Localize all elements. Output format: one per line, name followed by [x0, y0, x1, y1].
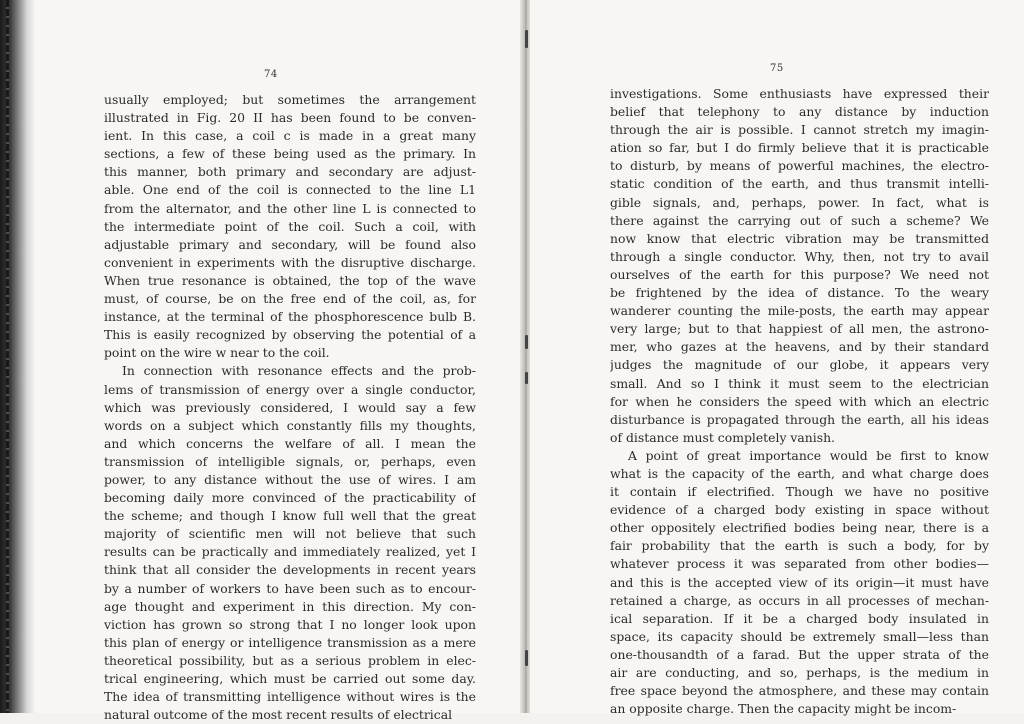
text-line: power, to any distance without the use of wires. I am [104, 471, 476, 487]
text-line: an opposite charge. Then the capacity might be incom- [610, 701, 957, 717]
text-line: disturbance is propagated through the earth, all his ideas [610, 411, 989, 427]
text-line: natural outcome of the most recent results of electrical [104, 707, 453, 723]
text-line: space, its capacity should be extremely small—less than [610, 628, 989, 644]
text-line: to disturb, by means of powerful machines, the electro- [610, 158, 989, 174]
text-line: free space beyond the atmosphere, and these may contain [610, 683, 989, 699]
text-line: The idea of transmitting intelligence without wires is the [104, 689, 476, 705]
text-line: retained a charge, as occurs in all processes of mechan- [610, 592, 989, 608]
text-line: be frightened by the idea of distance. To the weary [610, 285, 989, 301]
text-line: and this is the accepted view of its origin—it must have [610, 574, 989, 590]
text-line: of distance must completely vanish. [610, 429, 835, 445]
text-line: what is the capacity of the earth, and what charge does [610, 465, 989, 481]
right-page-text [610, 85, 989, 718]
text-line: the intermediate point of the coil. Such a coil, with [104, 218, 476, 234]
text-line: trical engineering, which must be carried out some day. [104, 671, 476, 686]
page-number-left: 74 [264, 69, 278, 80]
text-line: and which concerns the welfare of all. I mean the [104, 435, 476, 451]
text-line: wanderer counting the mile-posts, the earth may appear [610, 303, 989, 319]
text-line: sections, a few of these being used as the primary. In [104, 146, 476, 162]
text-line: gible signals, and, perhaps, power. In fact, what is [610, 194, 989, 210]
gutter-mark [525, 30, 528, 48]
page-number-right: 75 [770, 63, 784, 74]
text-line: able. One end of the coil is connected to the line L1 [104, 182, 476, 198]
text-line: point on the wire w near to the coil. [104, 345, 330, 361]
text-line: words on a subject which constantly fills my thoughts, [104, 417, 476, 433]
text-line: air are conducting, and so, perhaps, is the medium in [610, 665, 989, 680]
text-line: theoretical possibility, but as a serious problem in elec- [104, 652, 476, 668]
text-line: by a number of workers to have been such as to encour- [104, 580, 476, 596]
text-line: illustrated in Fig. 20 II has been found to be conven- [104, 110, 476, 126]
text-line: which was previously considered, I would say a few [104, 399, 476, 415]
text-line: this plan of energy or intelligence transmission as a mere [104, 634, 476, 650]
text-line: from the alternator, and the other line L is connected to [104, 200, 476, 216]
text-line: lems of transmission of energy over a single conductor, [104, 381, 476, 397]
text-line: static condition of the earth, and thus transmit intelli- [610, 176, 989, 192]
gutter-mark [525, 650, 528, 666]
text-line: investigations. Some enthusiasts have expressed their [610, 86, 989, 101]
text-line: think that all consider the developments in recent years [104, 562, 476, 578]
text-line: ical separation. If it be a charged body insulated in [610, 610, 989, 626]
text-line: one-thousandth of a farad. But the upper strata of the [610, 646, 989, 662]
text-line: belief that telephony to any distance by induction [610, 104, 989, 120]
text-line: becoming daily more convinced of the practicability of [104, 490, 476, 506]
text-line: convenient in experiments with the disruptive discharge. [104, 254, 476, 270]
text-line: the scheme; and though I know full well that the great [104, 508, 476, 524]
text-line: whatever process it was separated from other bodies— [610, 556, 989, 572]
text-line: fair probability that the earth is such a body, for by [610, 538, 989, 554]
text-line: transmission of intelligible signals, or, perhaps, even [104, 453, 476, 469]
text-line: it contain if electrified. Though we have no positive [610, 484, 989, 500]
text-line: judges the magnitude of our globe, it appears very [610, 357, 989, 373]
text-line: evidence of a charged body existing in space without [610, 502, 989, 518]
text-line: usually employed; but sometimes the arrangement [104, 92, 476, 107]
gutter-mark [525, 335, 528, 349]
scan-edge-shadow [0, 0, 34, 713]
text-line: now know that electric vibration may be transmitted [610, 230, 989, 246]
text-line: adjustable primary and secondary, will be found also [104, 236, 476, 252]
text-line: ient. In this case, a coil c is made in a great many [104, 128, 476, 144]
text-line: ation so far, but I do firmly believe that it is practicable [610, 140, 989, 156]
text-line: very large; but to that happiest of all men, the astrono- [610, 321, 989, 337]
text-line: must, of course, be on the free end of the coil, as, for [104, 291, 476, 307]
text-line: instance, at the terminal of the phosphorescence bulb B. [104, 309, 476, 325]
text-line: this manner, both primary and secondary are adjust- [104, 164, 476, 180]
text-line: age thought and experiment in this direction. My con- [104, 598, 476, 614]
right-page [530, 0, 1024, 717]
text-line: for when he considers the speed with which an electric [610, 393, 989, 409]
left-page-text [104, 91, 476, 724]
text-line: there against the carrying out of such a scheme? We [610, 212, 989, 228]
text-line: mer, who gazes at the heavens, and by their standard [610, 339, 989, 355]
text-line: through a single conductor. Why, then, not try to avail [610, 248, 989, 264]
text-line: majority of scientific men will not believe that such [104, 526, 476, 542]
text-line: viction has grown so strong that I no longer look upon [104, 616, 476, 632]
text-line: This is easily recognized by observing the potential of a [104, 327, 476, 343]
text-line: ourselves of the earth for this purpose? We need not [610, 266, 989, 282]
text-line: In connection with resonance effects and the prob- [122, 363, 476, 379]
gutter-mark [525, 372, 528, 384]
text-line: through the air is possible. I cannot stretch my imagin- [610, 122, 989, 138]
text-line: other oppositely electrified bodies being near, there is a [610, 520, 989, 536]
text-line: A point of great importance would be first to know [628, 447, 989, 463]
text-line: When true resonance is obtained, the top of the wave [104, 272, 476, 288]
text-line: results can be practically and immediately realized, yet I [104, 544, 476, 560]
text-line: small. And so I think it must seem to the electrician [610, 375, 989, 391]
left-page [34, 0, 522, 723]
